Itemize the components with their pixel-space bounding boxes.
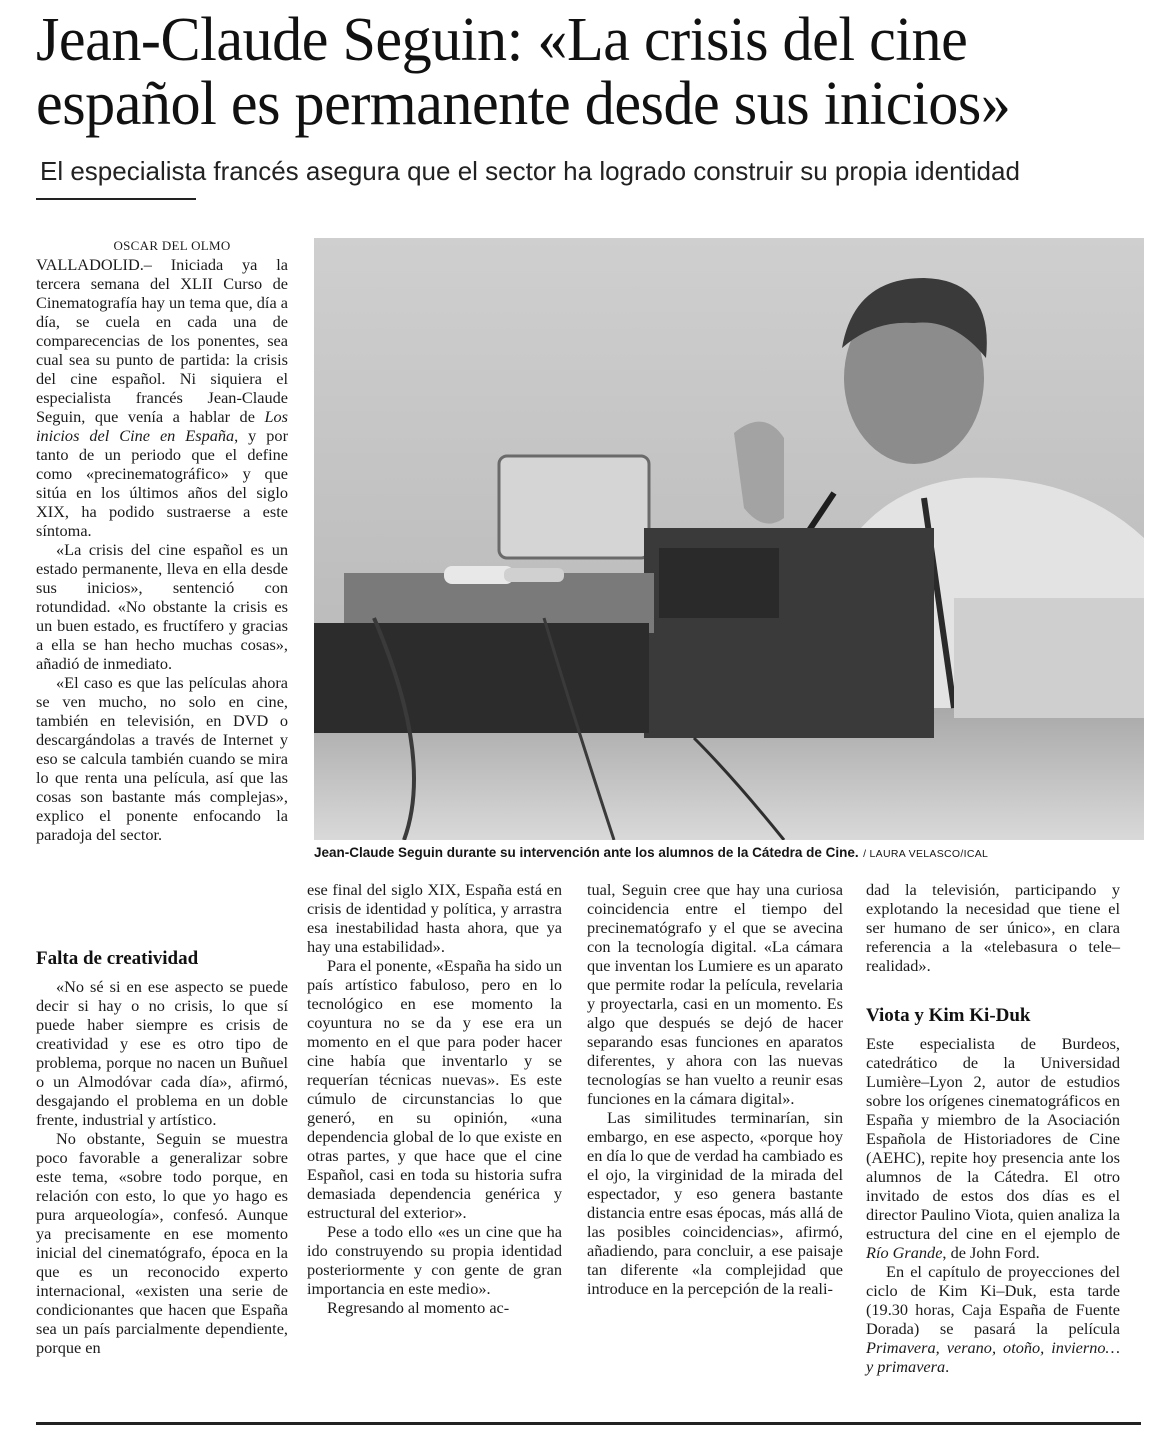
paragraph: Regresando al momento ac- <box>327 1298 510 1317</box>
paragraph-continued: tual, Seguin cree que hay una curiosa coincidencia entre el tiempo del precinematógrafo y el que se avecina con la tecnología digital. «La cámara que inventan los Lumiere es un aparato que permite rodar la película, revelaria y proyectarla, casi en un momento. Es algo que después se dejó de hacer separando esas funciones en aparatos diferentes, y ahora con las nuevas tecnologías se han vuelto a reunir esas funciones en la cámara digital». <box>587 880 843 1108</box>
headline <box>36 8 1084 136</box>
film-title-primavera: Primavera, verano, otoño, invierno… y primavera <box>866 1338 1120 1376</box>
paragraph: Pese a todo ello «es un cine que ha ido construyendo su propia identidad posteriormente y con gente de gran importancia en este medio». <box>307 1222 562 1298</box>
bottom-rule <box>36 1422 1141 1425</box>
subhead-viota: Viota y Kim Ki-Duk <box>866 1005 1031 1026</box>
article-photo <box>314 238 1144 840</box>
column-2 <box>307 880 562 1317</box>
column-1-bottom <box>36 947 288 1357</box>
screening-text-end: . <box>945 1357 950 1376</box>
lecture-title: Los inicios del Cine en España <box>36 407 289 445</box>
subheadline: El especialista francés asegura que el sector ha logrado construir su propia identidad <box>40 156 1020 186</box>
caption-text: Jean-Claude Seguin durante su intervención ante los alumnos de la Cátedra de Cine. <box>314 845 859 860</box>
photo-illustration <box>314 238 1144 840</box>
dateline: VALLADOLID.– <box>36 255 152 274</box>
subhead-creativity: Falta de creatividad <box>36 948 199 969</box>
paragraph: «La crisis del cine español es un estado permanente, lleva en ella desde sus inicios», sentenció con rotundidad. «No obstante la crisis es un buen estado, es fructífero y gracias a ella se han hecho muchas cosas», añadió de inmediato. <box>36 540 288 673</box>
lead-text: Iniciada ya la tercera semana del XLII Curso de Cinematografía hay un tema que, día a día, se cuela en cada una de comparecencias de los ponentes, sea cual sea su punto de partida: la crisis del cine español. Ni siquiera el especialista francés Jean-Claude Seguin, que venía a hablar de <box>36 255 288 426</box>
photo-caption <box>314 844 1144 862</box>
byline: OSCAR DEL OLMO <box>113 238 231 253</box>
paragraph: «No sé si en ese aspecto se puede decir si hay o no crisis, lo que sí puede haber siempre es crisis de creatividad y ese es otro tipo de problema, porque no nacen un Buñuel o un Almodóvar cada día», afirmó, desgajando el problema en un doble frente, industrial y artístico. <box>36 977 288 1129</box>
lead-text-end: , y por tanto de un periodo que el define como «precinematográfico» y que sitúa en los últimos años del siglo XIX, ha podido sustraerse a este síntoma. <box>36 426 288 540</box>
column-4-bottom <box>866 1004 1120 1376</box>
paragraph <box>866 1262 1120 1376</box>
paragraph: Para el ponente, «España ha sido un país artístico fabuloso, pero en lo tecnológico en ese momento la coyuntura no se da y ese era un momento en el que para poder hacer cine había que inventarlo y se requerían técnicas nuevas». Es este cúmulo de circunstancias lo que generó, en su opinión, «una dependencia global de lo que existe en otras partes, y que hace que el cine Español, casi en toda su historia sufra demasiada dependencia genérica y estructural del exterior». <box>307 956 562 1222</box>
paragraph: Las similitudes terminarían, sin embargo, en ese aspecto, «porque hoy en día lo que de verdad ha cambiado es el ojo, la virginidad de la mirada del espectador, y eso genera bastante distancia entre esas épocas, más allá de las posibles coincidencias», afirmó, añadiendo, para concluir, a ese paisaje tan diferente «la complejidad que introduce en la percepción de la reali- <box>587 1108 843 1298</box>
paragraph-lead <box>36 255 288 540</box>
column-3 <box>587 880 843 1298</box>
top-rule <box>36 198 196 200</box>
bio-text: Este especialista de Burdeos, catedrático de la Universidad Lumière–Lyon 2, autor de estudios sobre los orígenes cinematográficos en España y miembro de la Asociación Española de Historiadores de Cine (AEHC), repite hoy presencia ante los alumnos de la Cátedra. El otro invitado de estos dos días es el director Paulino Viota, quien analiza la estructura del cine en el ejemplo de <box>866 1034 1120 1243</box>
column-1-top <box>36 236 288 844</box>
paragraph: «El caso es que las películas ahora se ven mucho, no solo en cine, también en televisión, en DVD o descargándolas a través de Internet y eso se calcula también cuando se mira lo que renta una película, así que las cosas son bastante más complejas», explico el ponente enfocando la paradoja del sector. <box>36 673 288 844</box>
bio-text-end: , de John Ford. <box>942 1243 1040 1262</box>
headline-line-1: Jean-Claude Seguin: «La crisis del cine <box>36 6 968 74</box>
paragraph <box>866 1034 1120 1262</box>
paragraph-continued: dad la televisión, participando y explotando la necesidad que tiene el ser humano de ser único», en clara referencia a la «telebasura o tele–realidad». <box>866 880 1120 975</box>
photo-credit: / LAURA VELASCO/ICAL <box>863 848 989 860</box>
column-4-top <box>866 880 1120 975</box>
paragraph: No obstante, Seguin se muestra poco favorable a generalizar sobre este tema, «sobre todo porque, en relación con esto, lo que yo hago es pura arqueología», confesó. Aunque ya precisamente en ese momento inicial del cinematógrafo, época en la que es un reconocido experto internacional, «existen una serie de condicionantes que hacen que España sea un país parcialmente dependiente, porque en <box>36 1129 288 1357</box>
screening-text: En el capítulo de proyecciones del ciclo de Kim Ki–Duk, esta tarde (19.30 horas, Caja España de Fuente Dorada) se pasará la película <box>866 1262 1120 1338</box>
headline-line-2: español es permanente desde sus inicios» <box>36 70 1011 138</box>
paragraph-continued: ese final del siglo XIX, España está en crisis de identidad y política, y arrastra esa inestabilidad hasta ahora, que ya hay una estabilidad». <box>307 880 562 956</box>
film-title-rio-grande: Río Grande <box>866 1243 943 1262</box>
